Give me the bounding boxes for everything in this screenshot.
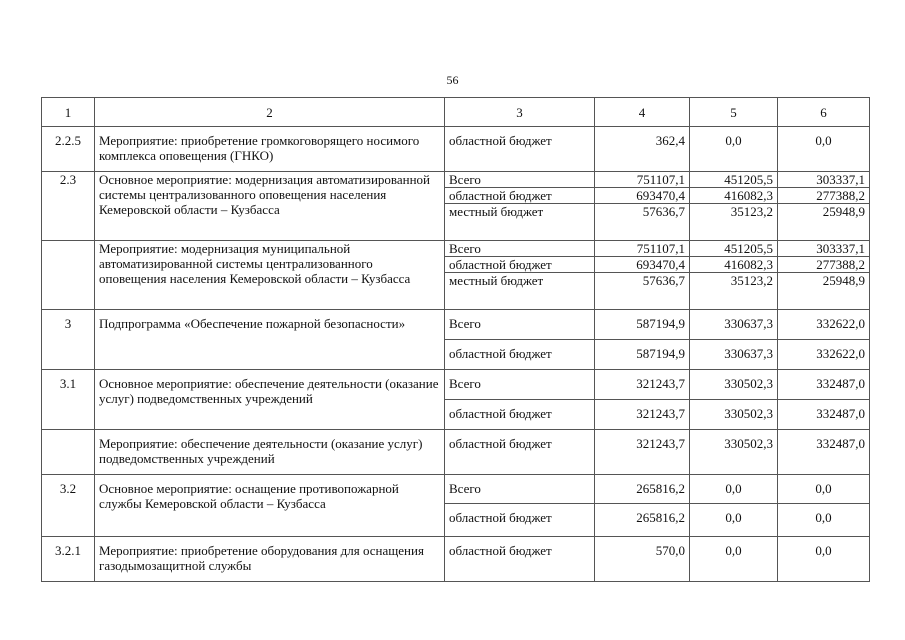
row-value-col6: 25948,9 [778, 273, 870, 310]
row-name: Основное мероприятие: оснащение противопожарной службы Кемеровской области – Кузбасса [95, 475, 445, 537]
row-value-col6: 0,0 [778, 537, 870, 582]
row-value-col6: 332487,0 [778, 430, 870, 475]
table-body [42, 127, 870, 582]
row-value-col6: 332622,0 [778, 340, 870, 370]
row-value-col6: 25948,9 [778, 204, 870, 241]
row-name: Мероприятие: приобретение громкоговорящего носимого комплекса оповещения (ГНКО) [95, 127, 445, 172]
row-number: 2.2.5 [42, 127, 95, 172]
row-source: Всего [445, 241, 595, 257]
row-number: 3 [42, 310, 95, 370]
row-value-col5: 416082,3 [690, 257, 778, 273]
row-value-col6: 277388,2 [778, 257, 870, 273]
row-value-col5: 35123,2 [690, 273, 778, 310]
header-row [42, 98, 870, 127]
row-value-col4: 587194,9 [595, 340, 690, 370]
row-value-col6: 277388,2 [778, 188, 870, 204]
row-value-col4: 265816,2 [595, 504, 690, 537]
row-value-col4: 751107,1 [595, 172, 690, 188]
row-value-col4: 321243,7 [595, 400, 690, 430]
row-source: Всего [445, 172, 595, 188]
row-value-col6: 332487,0 [778, 370, 870, 400]
row-number: 3.2.1 [42, 537, 95, 582]
row-value-col5: 35123,2 [690, 204, 778, 241]
table-row [42, 241, 870, 257]
row-source: местный бюджет [445, 204, 595, 241]
row-value-col4: 693470,4 [595, 257, 690, 273]
row-source: областной бюджет [445, 430, 595, 475]
table-row [42, 370, 870, 400]
row-name: Подпрограмма «Обеспечение пожарной безопасности» [95, 310, 445, 370]
row-source: местный бюджет [445, 273, 595, 310]
row-value-col4: 570,0 [595, 537, 690, 582]
row-value-col5: 330502,3 [690, 400, 778, 430]
header-col-3: 3 [445, 98, 595, 127]
row-value-col5: 330502,3 [690, 370, 778, 400]
row-source: областной бюджет [445, 188, 595, 204]
row-value-col4: 321243,7 [595, 430, 690, 475]
row-source: областной бюджет [445, 537, 595, 582]
row-name: Мероприятие: обеспечение деятельности (оказание услуг) подведомственных учреждений [95, 430, 445, 475]
header-col-6: 6 [778, 98, 870, 127]
row-value-col4: 57636,7 [595, 204, 690, 241]
row-number [42, 430, 95, 475]
row-value-col4: 321243,7 [595, 370, 690, 400]
table-row [42, 475, 870, 504]
row-value-col4: 693470,4 [595, 188, 690, 204]
row-source: Всего [445, 370, 595, 400]
row-source: областной бюджет [445, 504, 595, 537]
row-name: Мероприятие: приобретение оборудования для оснащения газодымозащитной службы [95, 537, 445, 582]
row-value-col6: 332487,0 [778, 400, 870, 430]
row-value-col5: 451205,5 [690, 172, 778, 188]
row-value-col4: 751107,1 [595, 241, 690, 257]
row-value-col5: 451205,5 [690, 241, 778, 257]
header-col-2: 2 [95, 98, 445, 127]
row-number: 2.3 [42, 172, 95, 241]
header-col-4: 4 [595, 98, 690, 127]
row-value-col4: 265816,2 [595, 475, 690, 504]
table-row [42, 310, 870, 340]
row-source: Всего [445, 310, 595, 340]
row-source: областной бюджет [445, 127, 595, 172]
row-value-col5: 330637,3 [690, 340, 778, 370]
page-number: 56 [446, 73, 459, 87]
table-row [42, 537, 870, 582]
row-value-col6: 303337,1 [778, 241, 870, 257]
row-value-col5: 0,0 [690, 127, 778, 172]
budget-table [41, 97, 870, 582]
row-source: областной бюджет [445, 257, 595, 273]
row-number: 3.2 [42, 475, 95, 537]
row-value-col4: 57636,7 [595, 273, 690, 310]
row-value-col6: 0,0 [778, 127, 870, 172]
row-value-col4: 587194,9 [595, 310, 690, 340]
row-number: 3.1 [42, 370, 95, 430]
row-value-col6: 332622,0 [778, 310, 870, 340]
row-value-col6: 0,0 [778, 504, 870, 537]
table-header [42, 98, 870, 127]
row-value-col6: 303337,1 [778, 172, 870, 188]
row-source: областной бюджет [445, 340, 595, 370]
header-col-1: 1 [42, 98, 95, 127]
row-name: Основное мероприятие: модернизация автоматизированной системы централизованного оповещения населения Кемеровской области – Кузбасса [95, 172, 445, 241]
row-value-col5: 330502,3 [690, 430, 778, 475]
row-name: Основное мероприятие: обеспечение деятельности (оказание услуг) подведомственных учреждений [95, 370, 445, 430]
row-value-col6: 0,0 [778, 475, 870, 504]
row-value-col4: 362,4 [595, 127, 690, 172]
row-value-col5: 330637,3 [690, 310, 778, 340]
row-value-col5: 416082,3 [690, 188, 778, 204]
table-row [42, 430, 870, 475]
table-row [42, 172, 870, 188]
header-col-5: 5 [690, 98, 778, 127]
row-number [42, 241, 95, 310]
row-name: Мероприятие: модернизация муниципальной автоматизированной системы централизованного оповещения населения Кемеровской области – Кузбасса [95, 241, 445, 310]
row-value-col5: 0,0 [690, 475, 778, 504]
row-value-col5: 0,0 [690, 537, 778, 582]
row-source: областной бюджет [445, 400, 595, 430]
table-row [42, 127, 870, 172]
row-source: Всего [445, 475, 595, 504]
row-value-col5: 0,0 [690, 504, 778, 537]
